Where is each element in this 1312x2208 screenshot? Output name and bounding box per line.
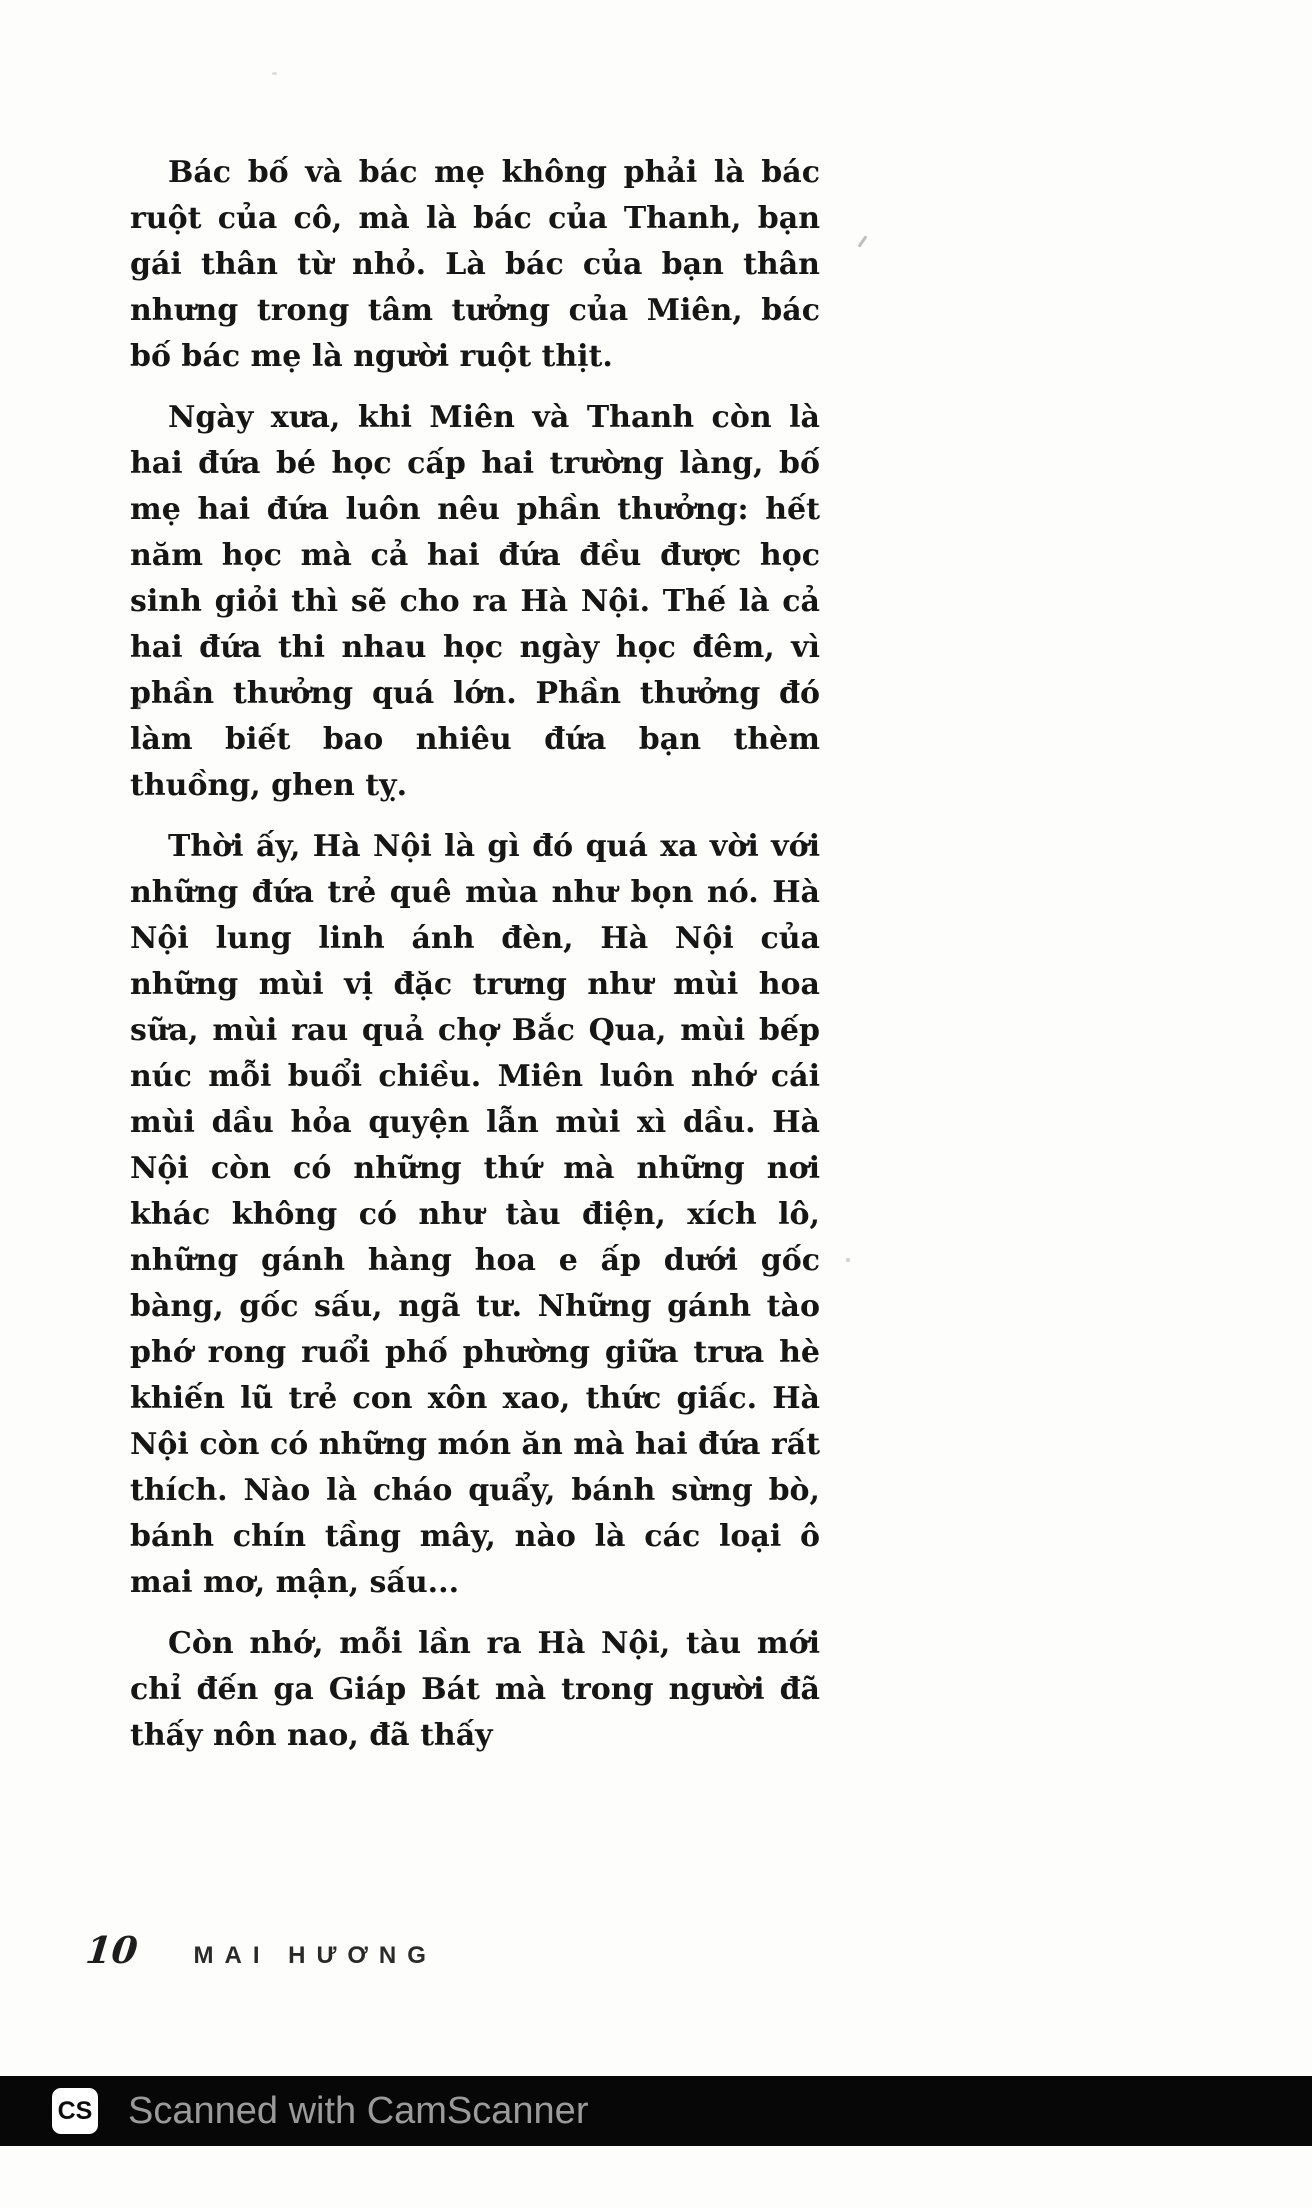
paragraph-4: Còn nhớ, mỗi lần ra Hà Nội, tàu mới chỉ đến ga Giáp Bát mà trong người đã thấy nôn nao, đã thấy [130, 1626, 820, 1753]
scan-artifact-mark [272, 72, 277, 75]
camscanner-watermark-bar [0, 2076, 1312, 2146]
paragraph-2: Ngày xưa, khi Miên và Thanh còn là hai đứa bé học cấp hai trường làng, bố mẹ hai đứa luôn nêu phần thưởng: hết năm học mà cả hai đứa đều được học sinh giỏi thì sẽ cho ra Hà Nội. Thế là cả hai đứa thi nhau học ngày học đêm, vì phần thưởng quá lớn. Phần thưởng đó làm biết bao nhiêu đứa bạn thèm thuồng, ghen tỵ. [130, 400, 820, 803]
running-title-author: MAI HƯƠNG [193, 1942, 437, 1969]
camscanner-logo-icon [52, 2088, 98, 2134]
camscanner-logo-text: CS [57, 2096, 93, 2125]
paragraph-1: Bác bố và bác mẹ không phải là bác ruột của cô, mà là bác của Thanh, bạn gái thân từ nhỏ. Là bác của bạn thân nhưng trong tâm tưởng của Miên, bác bố bác mẹ là người ruột thịt. [130, 155, 820, 374]
scan-artifact-mark [858, 235, 868, 247]
page-footer [83, 1928, 437, 1972]
body-text-block [130, 150, 820, 1774]
page-number: 10 [83, 1928, 140, 1972]
camscanner-watermark-label: Scanned with CamScanner [128, 2089, 589, 2132]
paragraph-3: Thời ấy, Hà Nội là gì đó quá xa vời với những đứa trẻ quê mùa như bọn nó. Hà Nội lung linh ánh đèn, Hà Nội của những mùi vị đặc trưng như mùi hoa sữa, mùi rau quả chợ Bắc Qua, mùi bếp núc mỗi buổi chiều. Miên luôn nhớ cái mùi dầu hỏa quyện lẫn mùi xì dầu. Hà Nội còn có những thứ mà những nơi khác không có như tàu điện, xích lô, những gánh hàng hoa e ấp dưới gốc bàng, gốc sấu, ngã tư. Những gánh tào phớ rong ruổi phố phường giữa trưa hè khiến lũ trẻ con xôn xao, thức giấc. Hà Nội còn có những món ăn mà hai đứa rất thích. Nào là cháo quẩy, bánh sừng bò, bánh chín tầng mây, nào là các loại ô mai mơ, mận, sấu... [130, 829, 820, 1600]
scan-artifact-mark [846, 1258, 850, 1262]
